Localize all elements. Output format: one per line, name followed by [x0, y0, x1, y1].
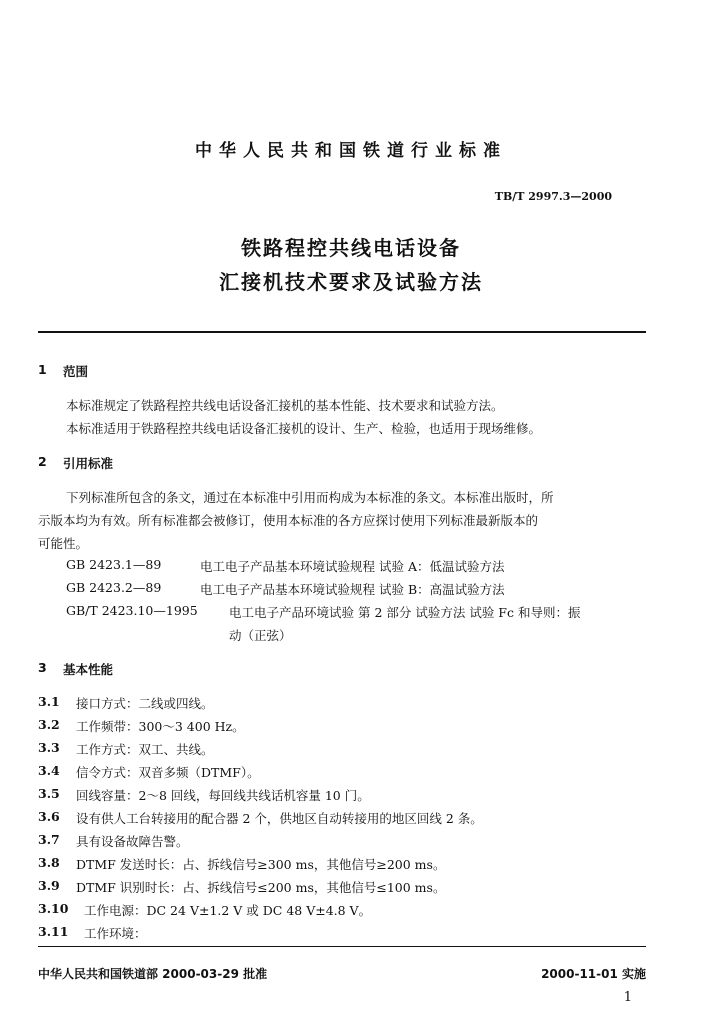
item-text: 工作环境： — [84, 926, 147, 941]
ref-code: GB 2423.1—89 — [66, 557, 162, 572]
approval-line: 中华人民共和国铁道部 2000-03-29 批准 — [38, 967, 268, 981]
item-number: 3.5 — [38, 786, 60, 801]
section1-number: 1 — [38, 362, 47, 377]
ref-title: 电工电子产品基本环境试验规程 试验 A：低温试验方法 — [200, 559, 505, 574]
section1-para1: 本标准规定了铁路程控共线电话设备汇接机的基本性能、技术要求和试验方法。 — [66, 398, 504, 413]
item-number: 3.4 — [38, 763, 60, 778]
section3-heading: 基本性能 — [63, 662, 114, 677]
item-text: 设有供人工台转接用的配合器 2 个，供地区自动转接用的地区回线 2 条。 — [76, 811, 483, 826]
item-text: 信令方式：双音多频（DTMF）。 — [76, 765, 260, 780]
section2-heading: 引用标准 — [63, 456, 114, 471]
ref-title: 电工电子产品环境试验 第 2 部分 试验方法 试验 Fc 和导则：振 — [229, 605, 581, 620]
item-number: 3.6 — [38, 809, 60, 824]
section2-para-line1: 下列标准所包含的条文，通过在本标准中引用而构成为本标准的条文。本标准出版时，所 — [66, 490, 554, 505]
item-text: 工作频带：300～3 400 Hz。 — [76, 719, 245, 734]
item-text: 工作方式：双工、共线。 — [76, 742, 214, 757]
section1-para2: 本标准适用于铁路程控共线电话设备汇接机的设计、生产、检验，也适用于现场维修。 — [66, 421, 542, 436]
section1-heading: 范围 — [63, 364, 89, 379]
item-number: 3.2 — [38, 717, 60, 732]
page-number: 1 — [623, 990, 632, 1005]
item-number: 3.11 — [38, 924, 69, 939]
item-text: 具有设备故障告警。 — [76, 834, 189, 849]
org-title: 中华人民共和国铁道行业标准 — [195, 141, 507, 161]
item-number: 3.7 — [38, 832, 60, 847]
item-text: 回线容量：2～8 回线，每回线共线话机容量 10 门。 — [76, 788, 370, 803]
section2-para-line2: 示版本均为有效。所有标准都会被修订，使用本标准的各方应探讨使用下列标准最新版本的 — [38, 513, 539, 528]
item-number: 3.9 — [38, 878, 60, 893]
item-number: 3.10 — [38, 901, 69, 916]
item-number: 3.3 — [38, 740, 60, 755]
section3-number: 3 — [38, 660, 47, 675]
section2-number: 2 — [38, 454, 47, 469]
implementation-line: 2000-11-01 实施 — [541, 967, 646, 981]
footer-divider — [38, 946, 646, 947]
item-text: 工作电源：DC 24 V±1.2 V 或 DC 48 V±4.8 V。 — [84, 903, 372, 918]
item-text: DTMF 识别时长：占、拆线信号≤200 ms，其他信号≤100 ms。 — [76, 880, 446, 895]
ref-code: GB/T 2423.10—1995 — [66, 603, 198, 618]
ref-code: GB 2423.2—89 — [66, 580, 162, 595]
section2-para-line3: 可能性。 — [38, 536, 89, 551]
standard-code: TB/T 2997.3—2000 — [494, 190, 612, 203]
item-text: DTMF 发送时长：占、拆线信号≥300 ms，其他信号≥200 ms。 — [76, 857, 446, 872]
document-title-line1: 铁路程控共线电话设备 — [241, 236, 461, 260]
ref-title-continued: 动（正弦） — [229, 628, 292, 643]
header-divider — [38, 331, 646, 333]
item-number: 3.8 — [38, 855, 60, 870]
document-title-line2: 汇接机技术要求及试验方法 — [219, 270, 483, 294]
item-text: 接口方式：二线或四线。 — [76, 696, 214, 711]
ref-title: 电工电子产品基本环境试验规程 试验 B：高温试验方法 — [200, 582, 505, 597]
item-number: 3.1 — [38, 694, 60, 709]
